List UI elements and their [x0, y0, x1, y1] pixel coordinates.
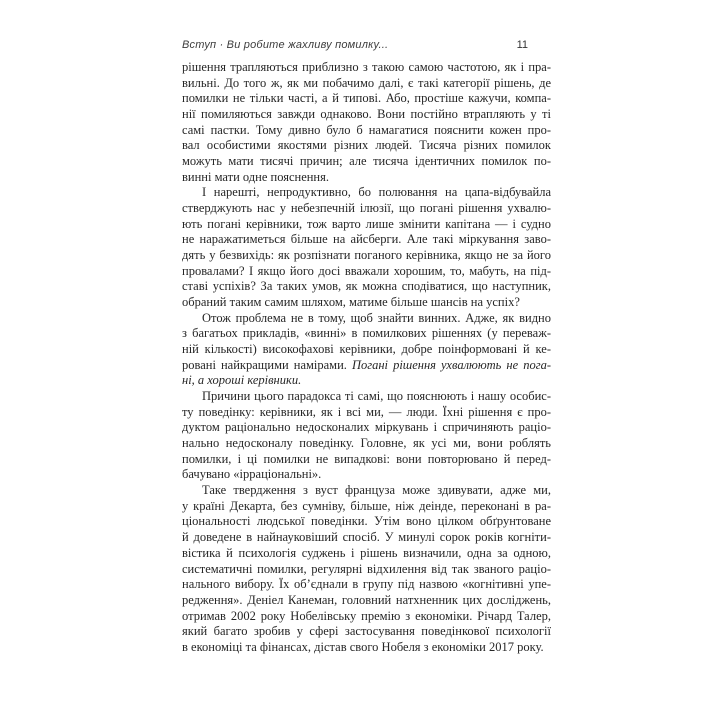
text-run: ту поведінку: керівники, як і всі ми, — люди. Їхні рішення є про- [182, 404, 551, 419]
text-line [182, 467, 551, 483]
text-line [182, 420, 551, 436]
text-run: ставі успіхів? За таких умов, як можна сподіватися, що наступник, [182, 279, 551, 294]
text-run: не наражатиметься більше на айсберги. Але такі міркування заво- [182, 232, 551, 247]
text-line [182, 640, 551, 656]
text-run: Причини цього парадокса ті самі, що пояснюють і нашу особис- [202, 389, 551, 404]
text-line [182, 546, 551, 562]
text-line [182, 577, 551, 593]
text-run: дуктом раціонально недосконалих міркувань і спричиняють раціо- [182, 420, 551, 435]
running-title: Вступ · Ви робите жахливу помилку... [182, 39, 389, 51]
text-run: обраний таким самим шляхом, матиме більше шансів на успіх? [182, 295, 520, 310]
text-run: дять у безвихідь: як розпізнати поганого керівника, якщо не за його [182, 248, 551, 263]
text-run: Таке твердження з вуст француза може здивувати, адже ми, [202, 483, 551, 498]
text-line [182, 562, 551, 578]
text-line [182, 217, 551, 233]
text-line [182, 452, 551, 468]
text-line [182, 264, 551, 280]
text-run: нально недосконалу поведінку. Головне, як усі ми, вони роблять [182, 436, 551, 451]
text-line [182, 405, 551, 421]
text-run: з багатьох прикладів, «винні» в помилкових рішеннях (у переваж- [182, 326, 551, 341]
text-line [182, 593, 551, 609]
text-line [182, 483, 551, 499]
text-run-italic: Погані рішення ухвалюють не пога- [351, 357, 551, 372]
text-line [182, 60, 551, 76]
text-line [182, 138, 551, 154]
text-run: ній кількості) високофахові керівники, добре поінформовані й ке- [182, 342, 551, 357]
text-run: Отож проблема не в тому, щоб знайти винних. Адже, як видно [202, 310, 551, 325]
text-line [182, 248, 551, 264]
text-line [182, 499, 551, 515]
text-line [182, 436, 551, 452]
text-run: й доведене в найнауковіший спосіб. У минулі сорок років когніти- [182, 530, 551, 545]
text-line [182, 326, 551, 342]
text-run: який багато зробив у сфері застосування поведінкової психології [182, 624, 551, 639]
text-line [182, 91, 551, 107]
text-run: ють погані керівники, тож варто лише змінити капітана — і судно [182, 216, 551, 231]
text-line [182, 123, 551, 139]
text-line [182, 311, 551, 327]
text-line [182, 232, 551, 248]
text-line [182, 295, 551, 311]
text-run: стверджують нас у небезпечній ілюзії, що погані рішення ухвалю- [182, 201, 551, 216]
text-line [182, 609, 551, 625]
text-line [182, 279, 551, 295]
text-run: бачувано «ірраціональні». [182, 467, 322, 482]
text-run: провалами? І якщо його досі вважали хорошим, то, мабуть, на під- [182, 263, 551, 278]
text-run: вильні. До того ж, як ми побачимо далі, є такі категорії рішень, де [182, 75, 551, 90]
text-line [182, 154, 551, 170]
text-run: нального вибору. Їх об’єднали в групу під назвою «когнітивні упе- [182, 577, 551, 592]
text-run: помилки, і ці помилки не випадкові: вони повторювано й перед- [182, 451, 551, 466]
text-line [182, 201, 551, 217]
page-number: 11 [516, 39, 528, 51]
text-run: самі пастки. Тому дивно було б намагатися пояснити кожен про- [182, 122, 551, 137]
running-header [182, 39, 551, 51]
text-run: в економіці та фінансах, дістав свого Нобеля з економіки 2017 року. [182, 639, 544, 654]
text-run: ціональності людської поведінки. Утім воно цілком обґрунтоване [182, 514, 551, 529]
text-run: винні мати одне пояснення. [182, 169, 329, 184]
text-run: отримав 2002 року Нобелівську премію з економіки. Річард Талер, [182, 608, 551, 623]
text-line [182, 514, 551, 530]
text-line [182, 624, 551, 640]
text-line [182, 530, 551, 546]
text-run: у країні Декарта, без сумніву, більше, ніж деінде, переконані в ра- [182, 498, 551, 513]
text-line [182, 358, 551, 374]
text-run: можуть мати тисячі причин; але тисяча ідентичних помилок по- [182, 154, 551, 169]
text-run: редження». Деніел Канеман, головний натхненник цих досліджень, [182, 592, 551, 607]
text-line [182, 342, 551, 358]
text-run: І нарешті, непродуктивно, бо полювання на цапа-відбувайла [202, 185, 551, 200]
text-run-italic: ні, а хороші керівники. [182, 373, 302, 388]
text-run: ровані найкращими намірами. [182, 357, 352, 372]
text-line [182, 107, 551, 123]
text-run: вал особистими якостями різних людей. Тисяча різних помилок [182, 138, 551, 153]
text-run: рішення трапляються приблизно з такою самою частотою, як і пра- [182, 60, 551, 74]
page-text [182, 60, 551, 656]
text-line [182, 170, 551, 186]
text-run: вістика й психологія суджень і рішень визначили, одна за одною, [182, 545, 551, 560]
text-run: помилки не тільки часті, а й типові. Або, простіше кажучи, компа- [182, 91, 551, 106]
text-line [182, 76, 551, 92]
text-run: систематичні помилки, регулярні відхилення від так званого раціо- [182, 561, 551, 576]
text-line [182, 389, 551, 405]
text-line [182, 185, 551, 201]
text-line [182, 373, 551, 389]
text-run: нії помиляються завжди однаково. Вони постійно втрапляють у ті [182, 107, 551, 122]
